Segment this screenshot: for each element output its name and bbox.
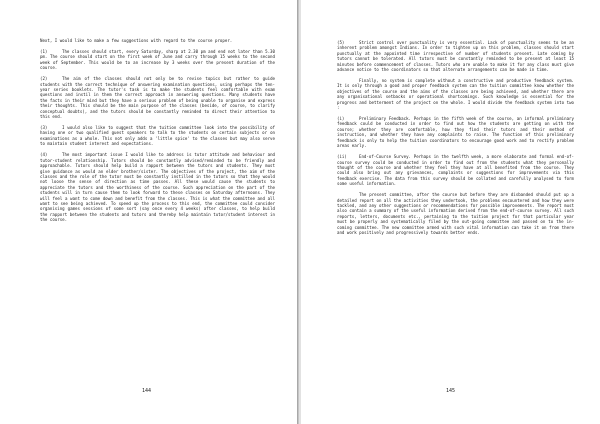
end-of-course-survey-paragraph — [337, 154, 574, 186]
paragraph-4 — [40, 152, 275, 222]
page-number-right: 145 — [446, 388, 456, 394]
paragraph-1 — [40, 49, 275, 71]
paragraph-number: (3) — [40, 125, 48, 131]
right-page — [301, 0, 600, 424]
paragraph-text: The present committee, after the course but before they are disbanded should put up a detailed report on all the activities they undertook, the problems encountered and how they were tackled, and any other suggestions or recommendations for possible improvements. The report must also contain a summary of the useful information derived from the end-of-course survey. All such reports, letters, documents etc., pertaining to the tuition project for that particular year must be properly and systematically filed by the out-going committee and passed on to the in-coming committee. The new committee armed with such vital information can take it on from there and work positively and progressively towards better ends. — [337, 192, 574, 235]
feedback-intro-paragraph — [337, 78, 574, 110]
paragraph-text: Finally, no system is complete without a constructive and productive feedback system. It is only through a good and proper feedback system can the tuition committee know whether the objectives of the course and the aims of the classes are being achieved, and whether there are any organisational setbacks or operational shortcomings. Such knowledge is essential for the progress and betterment of the project on the whole. I would divide the feedback system into two : — [337, 78, 574, 111]
intro-paragraph: Next, I would like to make a few suggestions with regard to the course proper. — [40, 38, 233, 43]
paragraph-number: (4) — [40, 152, 48, 158]
paragraph-text: End-of-Course Survey. Perhaps in the twelfth week, a more elaborate and formal end-of-course survey could be conducted in order to find out from the students what they personally thought of the course and whether they feel they have at all benefited from the course. They could also bring out any grievances, complaints or suggestions for improvements via this feedback exercise. The data from this survey should be collated and carefully analysed to form some useful information. — [337, 154, 574, 187]
page-number-left: 144 — [142, 388, 152, 394]
paragraph-number: (i) — [337, 116, 345, 122]
paragraph-2 — [40, 76, 275, 119]
paragraph-text: The most important issue I would like to address is tutor attitude and behaviour and tutor-student relationship. Tutors should be constantly advised/reminded to be friendly and approachable. Tutors should help build a rapport between the tutors and students. They must give guidance as would an elder brother/sister. The objectives of the project, the aim of the classes and the role of the tutor must be constantly instilled in the tutors so that they would not loose the sense of direction as time passes. All these would cause the students to appreciate the tutors and the worthiness of the course. Such appreciation on the part of the students will in turn cause them to look forward to these classes on Saturday afternoons. They will feel a want to come down and benefit from the classes. This is what the committee and all want to see being achieved. To speed up the process to this end, the committee could consider organising games sessions of some sort (say once every 4 weeks) after classes, to help build the rapport between the students and tutors and thereby help maintain tutor/student interest in the course. — [40, 152, 275, 223]
paragraph-number: (5) — [337, 40, 345, 45]
paragraph-number: (1) — [40, 49, 48, 54]
preliminary-feedback-paragraph — [337, 116, 574, 148]
left-page — [0, 0, 299, 424]
paragraph-text: The aim of the classes should not only be to revise topics but rather to guide students with the correct technique of answering examination questions, using perhaps the ten-year series booklets. The tutor's task is to make the students feel comfortable with exam questions and instil in them the correct approach in answering questions. Many students have the facts in their mind but they have a serious problem of being unable to organise and express their thoughts. This should be the main purpose of the classes (beside, of course, to clarify conceptual doubts), and the tutors should be constantly reminded to direct their attention to this end. — [40, 76, 275, 120]
paragraph-5 — [337, 40, 574, 72]
paragraph-number: (2) — [40, 76, 48, 82]
paragraph-number: (ii) — [337, 154, 347, 160]
paragraph-text: Strict control over punctuality is very essential. Lack of punctuality seems to be an inherent problem amongst Indians. In order to tighten up on this problem, classes should start punctually at the appointed time irrespective of number of students present. Late coming by tutors cannot be tolerated. All tutors must be constantly reminded to be present at least 15 minutes before commencement of classes. Tutors who are unable to make it for any class must give advance notice to the coordinators so that alternate arrangements can be made in time. — [337, 40, 574, 73]
closing-paragraph — [337, 192, 574, 235]
paragraph-text: Preliminary Feedback. Perhaps in the fifth week of the course, an informal preliminary feedback could be conducted in order to find out how the students are getting on with the course; whether they are comfortable, how they find their tutors and their method of instruction, and whether they have any complaints to raise. The function of this preliminary feedback is only to help the tuition coordinators to encourage good work and to rectify problem areas early. — [337, 116, 574, 149]
paragraph-text: The classes should start, every Saturday, sharp at 2.30 pm and end not later than 5.30 pm. The course should start on the first week of June and carry through 15 weeks to the second week of September. This would be to an increase by 3 weeks over the present duration of the course. — [40, 49, 275, 71]
paragraph-text: I would also like to suggest that the tuition committee look into the possibility of having one or two qualified guest speakers to talk to the students on certain subjects or on examinations as a whole. This not only adds a 'little spice' to the classes but may also serve to maintain student interest and expectations. — [40, 125, 275, 147]
paragraph-3 — [40, 125, 275, 147]
